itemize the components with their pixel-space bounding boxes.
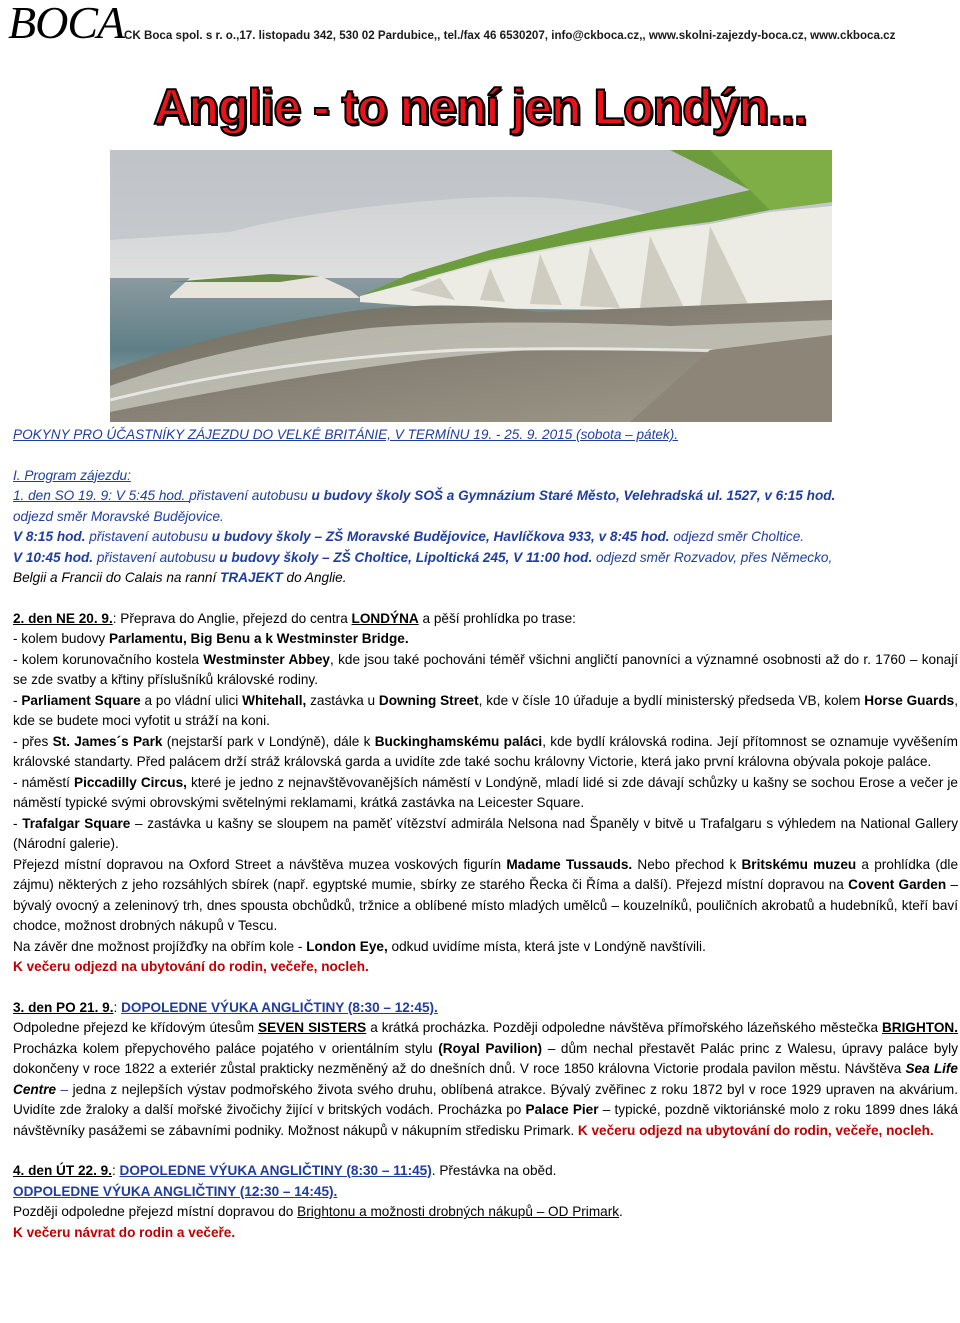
day1-text2: přistavení autobusu [89, 529, 212, 544]
day1-time2: V 8:15 hod. [13, 529, 90, 544]
day2-heading [13, 609, 958, 630]
day1-school1: u budovy školy SOŠ a Gymnázium Staré Město, Velehradská ul. 1527, v 6:15 hod. [311, 488, 836, 503]
letterhead [0, 0, 960, 50]
day1-text5: odjezd směr Rozvadov, přes Německo, [596, 549, 833, 565]
t: : [111, 1163, 120, 1178]
tussauds-label: Madame Tussauds. [506, 856, 633, 872]
trafalgar-label: Trafalgar Square [22, 815, 131, 831]
day2-intro2: a pěší prohlídka po trase: [418, 610, 576, 626]
covent-label: Covent Garden [848, 877, 947, 892]
t: odkud uvidíme místa, která jste v Londýně navštívili. [387, 938, 706, 954]
day1-text4: přistavení autobusu [96, 549, 220, 565]
day1-line5 [13, 568, 958, 589]
t: - náměstí [13, 774, 75, 790]
cliffs-photo [110, 150, 832, 422]
t: – typické, pozdně viktoriánské molo z roku 1899 dnes láká návštěvníky pasážemi se zábavními podniky. Možnost nákupů v nákupním středisku Primark. [13, 1102, 958, 1138]
t: zastávka u [306, 692, 379, 708]
t: , kde jsou také pochováni téměř všichni angličtí panovníci a významné osobnosti až do r. 1760 – konají se zde svatby a křtiny příslušníků královské rodiny. [13, 651, 958, 687]
day1-line2: odjezd směr Moravské Budějovice. [13, 508, 224, 524]
abbey-label: Westminster Abbey [203, 651, 330, 667]
day4-evening: K večeru návrat do rodin a večeře. [13, 1224, 236, 1240]
day2-p2 [13, 650, 958, 691]
sealife-label: Sea Life Centre [13, 1061, 958, 1097]
day1-school2: u budovy školy – ZŠ Moravské Budějovice, Havlíčkova 933, v 8:45 hod. [211, 529, 674, 544]
day4-p2 [13, 1202, 958, 1223]
seven-sisters-cliffs-image [110, 150, 832, 422]
day2-p3 [13, 691, 958, 732]
day1-school3: u budovy školy – ZŠ Choltice, Lipoltická 245, V 11:00 hod. [219, 549, 596, 565]
t: Na závěr dne možnost projížďky na obřím kole - [13, 938, 307, 954]
whitehall-label: Whitehall, [242, 692, 307, 708]
t: , kde v čísle 10 úřaduje a bydlí ministerský předseda VB, kolem [478, 692, 865, 708]
day4-lesson1: DOPOLEDNE VÝUKA ANGLIČTINY (8:30 – 11:45) [119, 1163, 432, 1178]
day2-p5 [13, 773, 958, 814]
brighton-label: BRIGHTON. [881, 1020, 958, 1035]
pavilion-label: (Royal Pavilion) [438, 1040, 543, 1056]
day2-p7 [13, 855, 958, 937]
day1-text3: odjezd směr Choltice. [673, 529, 805, 544]
day4-date: 4. den ÚT 22. 9. [13, 1163, 112, 1178]
eye-label: London Eye, [306, 938, 388, 954]
day3-evening: K večeru odjezd na ubytování do rodin, večeře, nocleh. [577, 1122, 934, 1138]
program-label: I. Program zájezdu: [13, 467, 131, 483]
day1-text7: do Anglie. [282, 570, 347, 585]
sisters-label: SEVEN SISTERS [258, 1020, 367, 1035]
t: : [113, 999, 122, 1015]
page-title: Anglie - to není jen Londýn... [153, 79, 807, 135]
t: - kolem budovy [13, 631, 109, 646]
t: - kolem korunovačního kostela [13, 651, 204, 667]
instructions-heading: POKYNY PRO ÚČASTNÍKY ZÁJEZDU DO VELKÉ BRITÁNIE, V TERMÍNU 19. - 25. 9. 2015 (sobota – pátek). [13, 427, 679, 442]
day4-lesson2: ODPOLEDNE VÝUKA ANGLIČTINY (12:30 – 14:45). [13, 1183, 338, 1199]
london-label: LONDÝNA [351, 610, 419, 626]
day2-p6 [13, 814, 958, 855]
t: jedna z nejlepších výstav podmořského života svého druhu, oblíbená atrakce. Bývalý zvěřinec z roku 1872 byl v roce 1929 upraven na akvárium. Uvidíte zde žraloky a další mořské živočichy žijící v britských vodách. Procházka po [13, 1081, 958, 1117]
t: a prohlídka (dle zájmu) některých z jeho rozsáhlých sbírek (např. egyptské mumie, sbírky ze starého Řecka či Říma a další). Přejezd místní dopravou na [13, 856, 959, 892]
company-logo: BOCA [8, 0, 125, 48]
pier-label: Palace Pier [525, 1102, 599, 1117]
downing-label: Downing Street [378, 692, 479, 708]
day1-date: 1. den SO 19. 9: V 5:45 hod. [13, 488, 190, 503]
museum-label: Britskému muzeu [741, 856, 857, 872]
t: které je jedno z nejnavštěvovanějších náměstí v Londýně, mladí lidé si zde dávají schůzky u kašny se sochou Erose a večer je náměstí typické svými obrovskými světelnými reklamami, krátká zastávka na Leicester Square. [13, 774, 958, 810]
company-contact: CK Boca spol. s r. o.,17. listopadu 342, 530 02 Pardubice,, tel./fax 46 6530207, info@ckboca.cz,, www.skolni-zajezdy-boca.cz, www.ckboca.cz [124, 29, 896, 42]
t: – bývalý ovocný a zeleninový trh, dnes spousta obchůdků, tržnice a oblíbené místo mladých umělců – kouzelníků, pouličních akrobatů a hudebníků, kteří baví chodce, možnost drobných nákupů v Tescu. [13, 877, 958, 933]
square-label: Parliament Square [21, 692, 141, 708]
t: a po vládní ulici [140, 692, 243, 708]
palace-label: Buckinghamskému paláci [374, 733, 543, 749]
t: Nebo přechod k [632, 856, 742, 872]
t: a krátká procházka. Později odpoledne návštěva přímořského lázeňského městečka [366, 1020, 882, 1035]
t: Přejezd místní dopravou na Oxford Street a návštěva muzea voskových figurín [13, 856, 507, 872]
t: Odpoledne přejezd ke křídovým útesům [13, 1020, 259, 1035]
day3-date: 3. den PO 21. 9. [13, 999, 114, 1015]
shopping-label: Brightonu a možnosti drobných nákupů – OD Primark [297, 1204, 620, 1219]
day1-line1 [13, 486, 958, 507]
ferry-label: TRAJEKT [220, 570, 283, 585]
t: Později odpoledne přejezd místní dopravou do [13, 1204, 298, 1219]
day1-text6: Belgii a Francii do Calais na ranní [13, 570, 221, 585]
t: - [13, 815, 23, 831]
t: . Přestávka na oběd. [431, 1163, 557, 1178]
t: – dům nechal přestavět Palác princ z Walesu, úpravy paláce byly dokončeny v roce 1822 a exteriér zůstal prakticky nezměněný až do dnešních dnů. V roce 1850 královna Victorie prodala pavilon městu. Návštěva [13, 1040, 959, 1076]
day3-p1 [13, 1018, 958, 1141]
day2-intro: : Přeprava do Anglie, přejezd do centra [112, 610, 352, 626]
piccadilly-label: Piccadilly Circus, [74, 774, 187, 790]
day1-time3: V 10:45 hod. [13, 549, 97, 565]
t: – zastávka u kašny se sloupem na paměť vítězství admirála Nelsona nad Španěly v bitvě u Trafalgaru s výhledem na National Gallery (Národní galerie). [13, 815, 958, 851]
day2-evening: K večeru odjezd na ubytování do rodin, večeře, nocleh. [13, 959, 369, 974]
day3-lesson: DOPOLEDNE VÝUKA ANGLIČTINY (8:30 – 12:45). [121, 999, 438, 1015]
day2-p8 [13, 937, 958, 958]
day2-date: 2. den NE 20. 9. [13, 610, 113, 626]
t: , kde se budete moci vyfotit u stráží na koni. [13, 692, 958, 728]
t: , kde bydlí královská rodina. Její přítomnost se oznamuje vyvěšením královské standarty. Před palácem drží stráž královská garda a uvidíte zde také sochu královny Victorie, která jako první královna obývala pokoje paláce. [13, 733, 958, 769]
trip-instructions [13, 425, 958, 1243]
t: – [56, 1081, 73, 1097]
t: - přes [13, 733, 53, 749]
parliament-label: Parlamentu, Big Benu a k Westminster Bridge. [108, 631, 409, 646]
day1-line3 [13, 527, 958, 548]
day3-heading [13, 998, 958, 1019]
day2-p1 [13, 629, 958, 650]
day2-p4 [13, 732, 958, 773]
park-label: St. James´s Park [52, 733, 163, 749]
t: . [619, 1204, 623, 1219]
day1-text: přistavení autobusu [189, 488, 312, 503]
day4-heading [13, 1161, 958, 1182]
day1-line4 [13, 548, 958, 569]
t: Procházka kolem přepychového paláce pojatého v orientálním stylu [13, 1040, 439, 1056]
guards-label: Horse Guards [864, 692, 955, 708]
t: (nejstarší park v Londýně), dále k [162, 733, 375, 749]
t: - [13, 692, 22, 708]
